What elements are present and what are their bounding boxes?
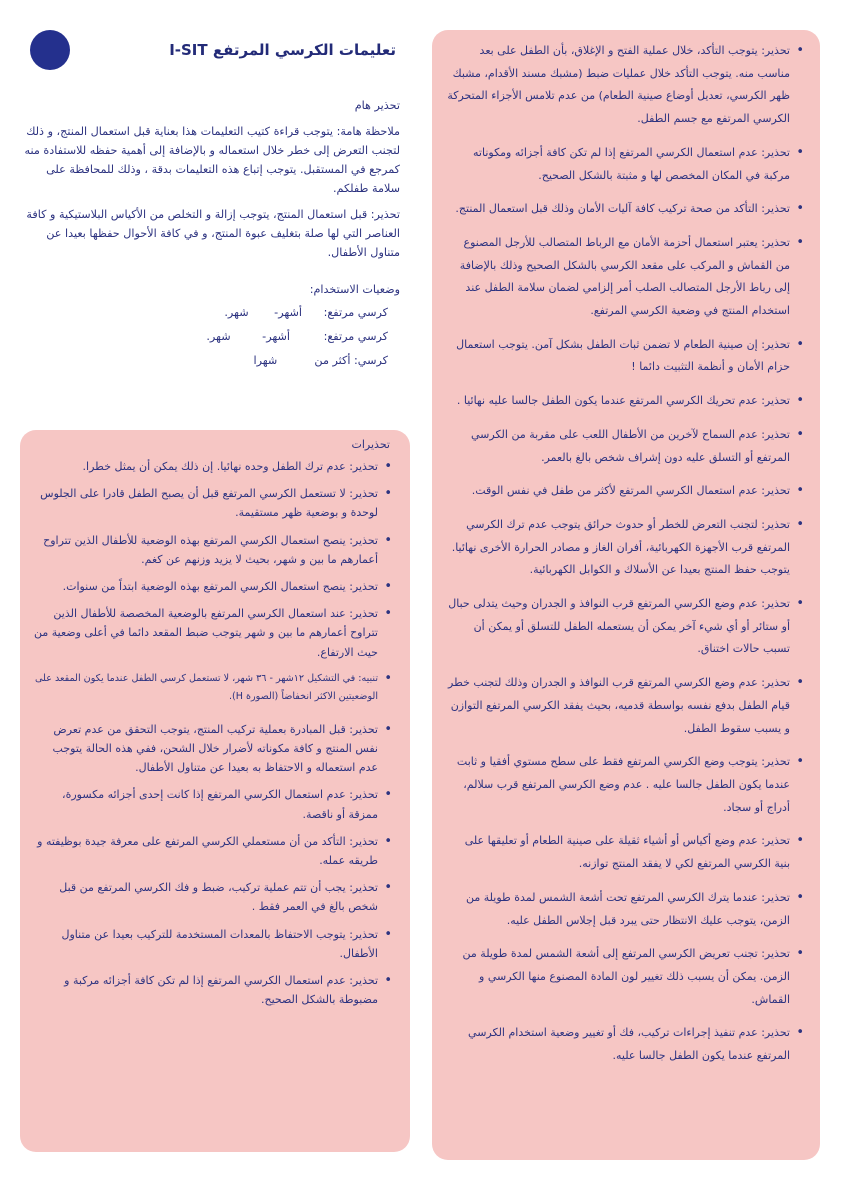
brand-dot [30,30,70,70]
usage-row [20,325,400,349]
caution-item: • تنبيه: في التشكيل ١٢شهر - ٣٦ شهر، لا تستعمل كرسي الطفل عندما يكون المقعد على الوضعيتين الاكثر انخفاضاً (الصورة H). [30,670,378,706]
usage-row [20,301,400,325]
warning-item: • تحذير: عدم ترك الطفل وحده نهائيا. إن ذلك يمكن أن يمثل خطرا. [30,457,378,476]
warnings-box-right [432,30,820,1160]
packaging-warning: تحذير: قبل استعمال المنتج، يتوجب إزالة و التخلص من الأكياس البلاستيكية و كافة العناصر التي لها صلة بتغليف عبوة المنتج، و في كافة الأحوال حفظها بعيدا عن متناول الأطفال. [26,208,400,259]
warning-item: • تحذير: التأكد من أن مستعملي الكرسي المرتفع على معرفة جيدة بوظيفته و طريقه عمله. [30,832,378,870]
usage-row [20,349,400,373]
warning-item: • تحذير: يتوجب وضع الكرسي المرتفع فقط على سطح مستوي أفقيا و ثابت عندما يكون الطفل جالسا عليه . عدم وضع الكرسي المرتفع قرب سلالم، أدراج أو سجاد. [446,751,790,819]
warning-item: • تحذير: التأكد من صحة تركيب كافة آليات الأمان وذلك قبل استعمال المنتج. [446,198,790,221]
warnings-box-left [20,430,410,1152]
warning-item: • تحذير: يعتبر استعمال أحزمة الأمان مع الرباط المتصالب للأرجل المصنوع من القماش و المركب على مقعد الكرسي بالشكل الصحيح وذلك بالإضافة إلى رباط الأرجل المتصالب الصلب أمر إلزامي لضمان سلامة الطفل عند استخدام المنتج في وضعية الكرسي المرتفع. [446,232,790,323]
usage-label: كرسي: أكثر من [314,354,388,367]
warning-item: • تحذير: ينصح استعمال الكرسي المرتفع بهذه الوضعية ابتداً من سنوات. [30,577,378,596]
warning-item: • تحذير: ينصح استعمال الكرسي المرتفع بهذه الوضعية للأطفال الذين تتراوح أعمارهم ما بين و شهر، بحيث لا يزيد وزنهم عن كغم. [30,531,378,569]
warning-item: • تحذير: يتوجب التأكد، خلال عملية الفتح و الإغلاق، بأن الطفل على بعد مناسب منه. يتوجب التأكد خلال عمليات ضبط (مشبك مسند الأقدام، مشبك ظهر الكرسي، تعديل أوضاع صينية الطعام) من عدم تلامس الأجزاء المتحركة الكرسي المرتفع مع جسم الطفل. [446,40,790,131]
warning-item: • تحذير: إن صينية الطعام لا تضمن ثبات الطفل بشكل آمن. يتوجب استعمال حزام الأمان و أنظمة التثبيت دائما ! [446,334,790,379]
warning-item: • تحذير: عدم تنفيذ إجراءات تركيب، فك أو تغيير وضعية استخدام الكرسي المرتفع عندما يكون الطفل جالسا عليه. [446,1022,790,1067]
usage-label: كرسي مرتفع: [323,330,388,343]
warning-item: • تحذير: عندما يترك الكرسي المرتفع تحت أشعة الشمس لمدة طويلة من الزمن، يتوجب عليك الانتظار حتى يبرد قبل إجلاس الطفل عليه. [446,887,790,932]
warning-item: • تحذير: عدم وضع أكياس أو أشياء ثقيلة على صينية الطعام أو تعليقها على بنية الكرسي المرتفع لكي لا يفقد المنتج توازنه. [446,830,790,875]
warning-item: • تحذير: قبل المبادرة بعملية تركيب المنتج، يتوجب التحقق من عدم تعرض نفس المنتج و كافة مكوناته لأضرار خلال الشحن، ففي هذه الحالة يتوجب عدم استعماله و الاحتفاظ به بعيدا عن متناول الأطفال. [30,720,378,778]
warning-heading: تحذير هام [354,99,400,112]
usage-to: شهر. [206,330,231,343]
usage-label: كرسي مرتفع: [323,306,388,319]
warning-item: • تحذير: لتجنب التعرض للخطر أو حدوث حرائق يتوجب عدم ترك الكرسي المرتفع قرب الأجهزة الكهربائية، أفران الغاز و مصادر الحرارة الأخرى نهائيا. يتوجب حفظ المنتج بعيدا عن الأسلاك و الكوابل الكهربائية. [446,514,790,582]
warning-item: • تحذير: عدم وضع الكرسي المرتفع قرب النوافذ و الجدران وذلك لتجنب خطر قيام الطفل بدفع نفسه بواسطة قدميه، بحيث يفقد الكرسي المرتفع التوازن و يسبب سقوط الطفل. [446,672,790,740]
warning-item: • تحذير: عدم وضع الكرسي المرتفع قرب النوافذ و الجدران وحيث يتدلى حبال أو ستائر أو أي شيء آخر يمكن أن يستعمله الطفل للتسلق أو يمكن أن تسبب حالات اختناق. [446,593,790,661]
usage-to: شهر. [224,306,249,319]
warning-item: • تحذير: عند استعمال الكرسي المرتفع بالوضعية المخصصة للأطفال الذين تتراوح أعمارهم ما بين و شهر يتوجب ضبط المقعد دائما في أعلى وضعية من حيث الارتفاع. [30,604,378,662]
important-note: ملاحظة هامة: يتوجب قراءة كتيب التعليمات هذا بعناية قبل استعمال المنتج، و ذلك لتجنب التعرض إلى خطر خلال استعماله و بالإضافة إلى أهمية حفظه للاستفادة منه كمرجع في المستقبل. يتوجب إتباع هذه التعليمات بدقة ، وذلك للمحافظة على سلامة طفلكم. [24,125,400,195]
warning-item: • تحذير: عدم استعمال الكرسي المرتفع لأكثر من طفل في نفس الوقت. [446,480,790,503]
warning-item: • تحذير: عدم استعمال الكرسي المرتفع إذا كانت إحدى أجزائه مكسورة، ممزقة أو ناقصة. [30,785,378,823]
warning-item: • تحذير: يجب أن تتم عملية تركيب، ضبط و فك الكرسي المرتفع من قبل شخص بالغ في العمر فقط . [30,878,378,916]
warning-item: • تحذير: لا تستعمل الكرسي المرتفع قبل أن يصبح الطفل قادرا على الجلوس لوحدة و بوضعية ظهر مستقيمة. [30,484,378,522]
usage-from: أشهر- [262,330,291,343]
usage-from: أشهر- [274,306,303,319]
usage-heading: وضعيات الاستخدام: [309,283,400,296]
warning-item: • تحذير: عدم السماح لآخرين من الأطفال اللعب على مقربة من الكرسي المرتفع أو التسلق عليه دون إشراف شخص بالغ بالعمر. [446,424,790,469]
page-title: تعليمات الكرسي المرتفع I-SIT [169,41,396,59]
warnings-list-right [446,40,808,1068]
intro-section [20,96,400,373]
warning-item: • تحذير: تجنب تعريض الكرسي المرتفع إلى أشعة الشمس لمدة طويلة من الزمن. يمكن أن يسبب ذلك تغيير لون المادة المصنوع منها الكرسي و القماش. [446,943,790,1011]
usage-to: شهرا [253,354,278,367]
warning-item: • تحذير: عدم تحريك الكرسي المرتفع عندما يكون الطفل جالسا عليه نهائيا . [446,390,790,413]
warning-item: • تحذير: عدم استعمال الكرسي المرتفع إذا لم تكن كافة أجزائه مركبة و مضبوطة بالشكل الصحيح. [30,971,378,1009]
warning-item: • تحذير: يتوجب الاحتفاظ بالمعدات المستخدمة للتركيب بعيدا عن متناول الأطفال. [30,925,378,963]
warnings-heading: تحذيرات [351,438,390,451]
warning-item: • تحذير: عدم استعمال الكرسي المرتفع إذا لم تكن كافة أجزائه ومكوناته مركبة في المكان المخصص لها و مثبتة بالشكل الصحيح. [446,142,790,187]
warnings-list-left [30,457,396,1009]
